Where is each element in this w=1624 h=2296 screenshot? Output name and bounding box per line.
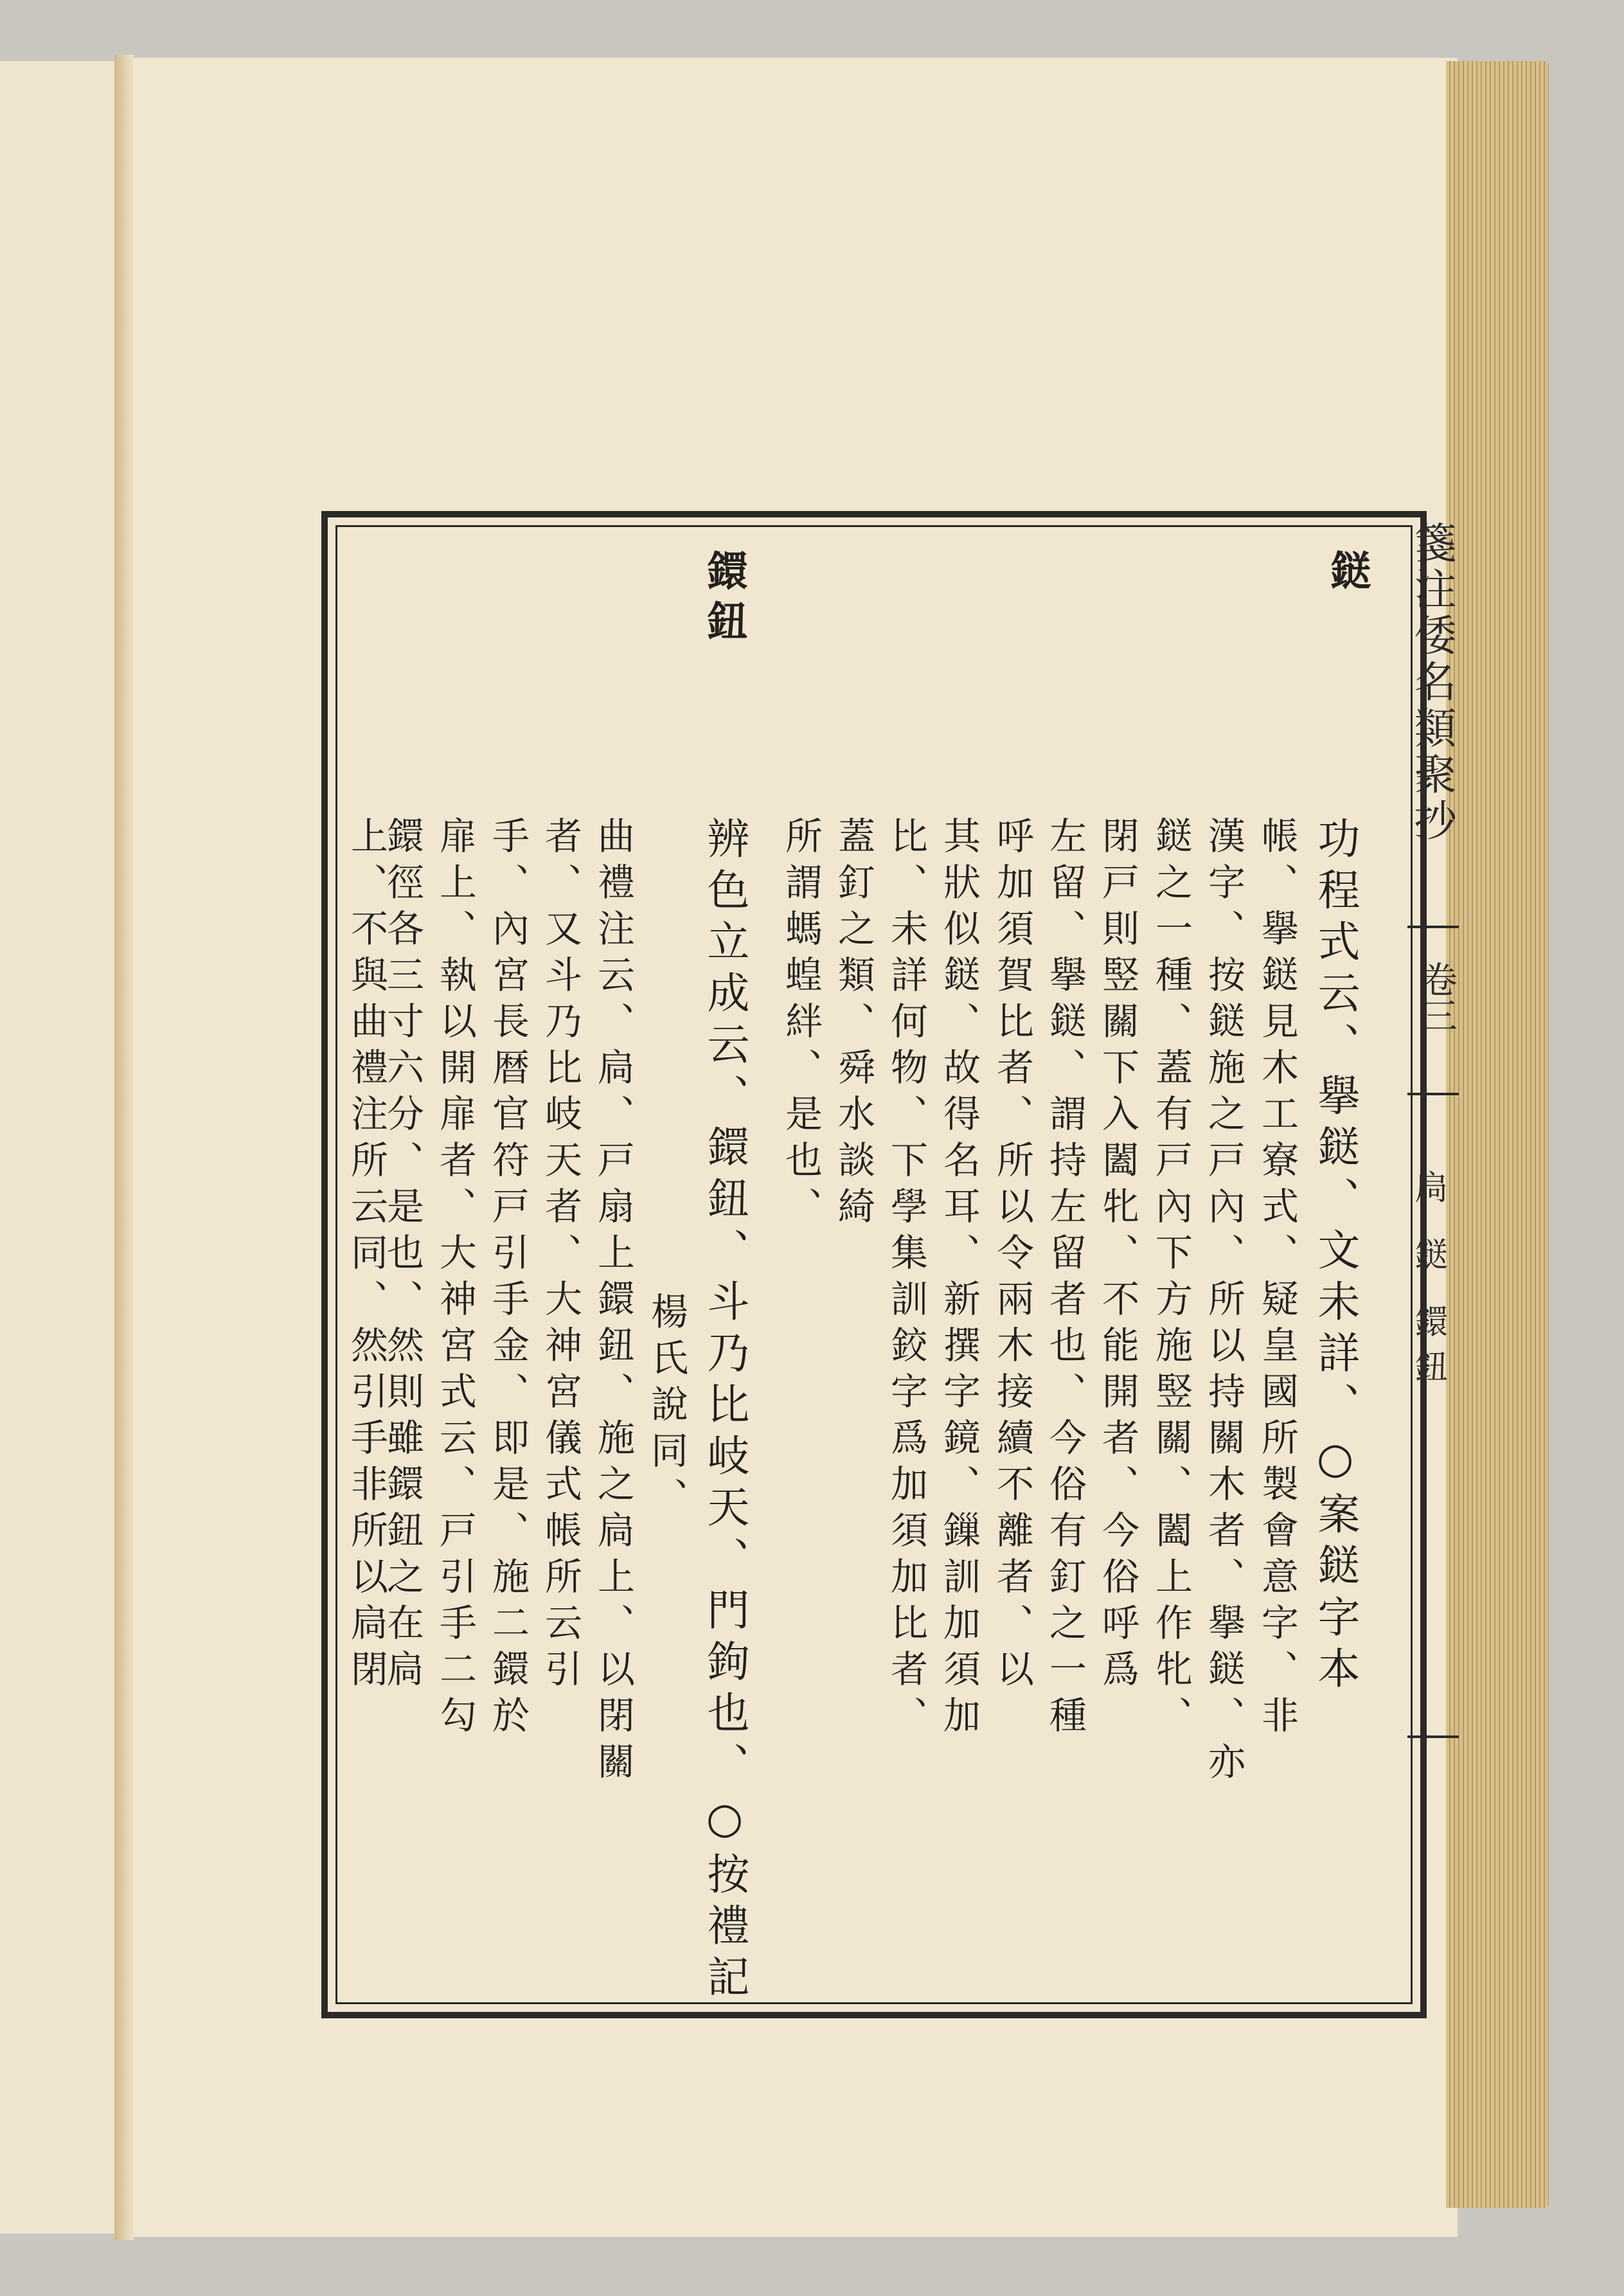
entry2-col-1: 辨色立成云、鐶鈕、斗乃比岐天、門鉤也、○按禮記 [700, 816, 749, 2006]
entry2-col-2: 楊氏說同、 [645, 1292, 688, 1523]
entry1-col-10: 蓋釘之類、舜水談綺 [832, 816, 875, 1233]
entry2-col-6: 扉上、執以開扉者、大神宮式云、戸引手二勾 [433, 816, 477, 1742]
margin-book-title: 箋注倭名類聚抄 [1407, 521, 1456, 845]
entry1-col-9: 比、未詳何物、下學集訓鉸字爲加須加比者、 [884, 816, 928, 1742]
book-gutter [114, 55, 134, 2240]
entry1-col-2: 帳、擧鎹見木工寮式、疑皇國所製會意字、非 [1255, 816, 1299, 1742]
margin-volume: 卷三 [1416, 961, 1458, 1033]
entry1-col-4: 鎹之一種、蓋有戸內下方施竪關、闔上作牝、 [1149, 816, 1193, 1742]
entry2-col-5: 手、內宮長暦官符戸引手金、即是、施二鐶於 [486, 816, 530, 1742]
entry1-col-6: 左留、擧鎹、謂持左留者也、今俗有釘之一種 [1043, 816, 1087, 1742]
entry1-col-1: 功程式云、擧鎹、文未詳、○案鎹字本 [1310, 816, 1360, 1698]
entry2-col-8: 上、不與曲禮注所云同、然引手非所以扃閉 [344, 816, 388, 1696]
entry2-col-7: 鐶徑各三寸六分、是也、然則雖鐶鈕之在扃 [380, 816, 424, 1696]
entry1-col-11: 所謂螞蝗絆、是也、 [779, 816, 823, 1233]
left-page [0, 61, 116, 2234]
entry1-col-8: 其狀似鎹、故得名耳、新撰字鏡、鏁訓加須加 [937, 816, 981, 1742]
entry2-col-3: 曲禮注云、扃、戸扇上鐶鈕、施之扃上、以閉關 [591, 816, 635, 1788]
entry2-col-4: 者、又斗乃比岐天者、大神宮儀式帳所云引 [539, 816, 582, 1696]
margin-entry-list: 扃 鎹 鐶鈕 [1409, 1170, 1447, 1395]
entry1-col-3: 漢字、按鎹施之戸內、所以持關木者、擧鎹、亦 [1202, 816, 1245, 1788]
entry1-col-7: 呼加須賀比者、所以令兩木接續不離者、以 [990, 816, 1034, 1696]
entry-heading-1: 鎹 [1323, 550, 1371, 600]
entry1-col-5: 閉戸則竪關下入闔牝、不能開者、今俗呼爲 [1096, 816, 1139, 1696]
entry-heading-2: 鐶鈕 [700, 550, 748, 650]
page-edges [1446, 61, 1549, 2208]
